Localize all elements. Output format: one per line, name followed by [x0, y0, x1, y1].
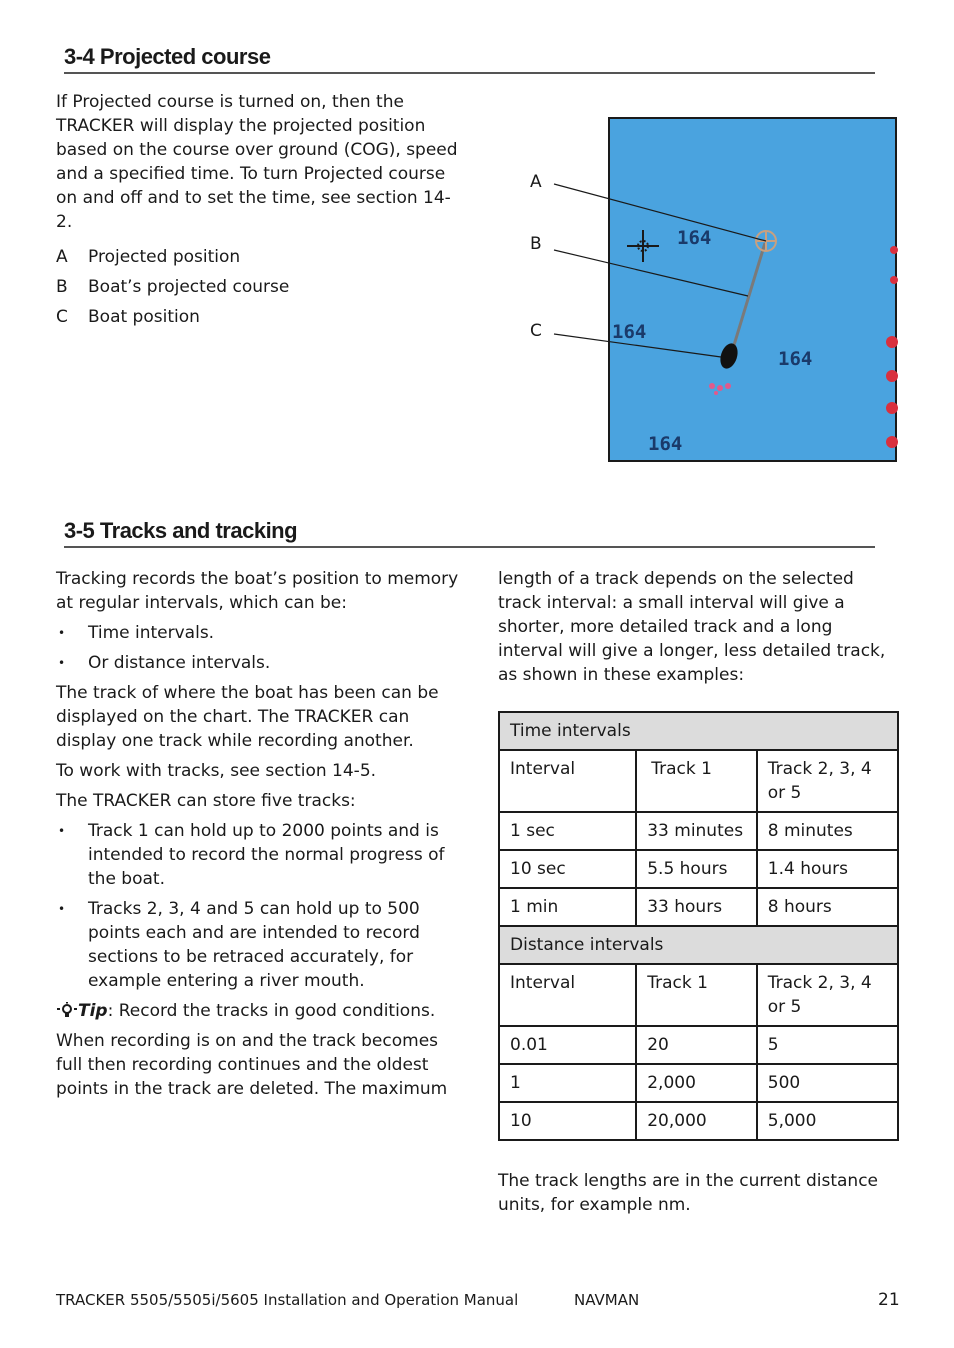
tracks-section-reference: To work with tracks, see section 14-5. — [56, 761, 377, 781]
table-section-row-time — [499, 712, 898, 750]
depth-label: 164 — [612, 321, 647, 343]
table-cell: 5,000 — [757, 1102, 898, 1140]
bullet-icon: • — [58, 902, 66, 916]
table-section-label: Distance intervals — [499, 926, 898, 964]
table-row — [499, 1026, 898, 1064]
table-row — [499, 812, 898, 850]
callout-label-c: C — [530, 321, 542, 341]
bullet-text: Or distance intervals. — [88, 653, 271, 673]
table-cell: 20,000 — [636, 1102, 757, 1140]
table-header-cell: Interval — [499, 750, 636, 812]
table-cell: 1 sec — [499, 812, 636, 850]
bullet-text: Tracks 2, 3, 4 and 5 can hold up to 500 points each and are intended to record sections to be retraced accurately, for example entering a river mouth. — [88, 899, 420, 991]
bullet-text: Time intervals. — [88, 623, 215, 643]
projected-course-chart-figure — [540, 110, 902, 470]
track-bullet-2 — [56, 897, 461, 993]
bullet-icon: • — [58, 656, 66, 670]
tracks-left-column — [56, 567, 461, 1107]
bullet-icon: • — [58, 824, 66, 838]
table-cell: 1 — [499, 1064, 636, 1102]
tip-label: Tip — [78, 1001, 108, 1021]
table-cell: 5 — [757, 1026, 898, 1064]
tip-lightbulb-icon — [56, 1002, 78, 1018]
section-heading-projected-course: 3-4 Projected course — [64, 44, 875, 74]
tracks-intro: Tracking records the boat’s position to memory at regular intervals, which can be: — [56, 569, 459, 613]
table-header-row — [499, 964, 898, 1026]
table-cell: 5.5 hours — [636, 850, 757, 888]
tracks-display-paragraph: The track of where the boat has been can be displayed on the chart. The TRACKER can display one track while recording another. — [56, 683, 439, 751]
tip-text: : Record the tracks in good conditions. — [107, 1001, 436, 1021]
projected-course-intro: If Projected course is turned on, then the TRACKER will display the projected position based on the course over ground (COG), speed and a specified time. To turn Projected course on and off and to set the time, see section 14-2. — [56, 92, 458, 232]
footer-manual-title: TRACKER 5505/5505i/5605 Installation and Operation Manual — [56, 1291, 519, 1309]
table-row — [499, 850, 898, 888]
table-header-cell: Track 2, 3, 4 or 5 — [757, 750, 898, 812]
table-cell: 8 hours — [757, 888, 898, 926]
table-cell: 20 — [636, 1026, 757, 1064]
table-cell: 33 minutes — [636, 812, 757, 850]
table-cell: 33 hours — [636, 888, 757, 926]
table-section-label: Time intervals — [499, 712, 898, 750]
legend-label: Boat position — [88, 307, 200, 327]
callout-label-a: A — [530, 172, 542, 192]
recording-full-paragraph: When recording is on and the track becomes full then recording continues and the oldest points in the track are deleted. The maximum — [56, 1031, 448, 1099]
table-section-row-distance — [499, 926, 898, 964]
table-cell: 1.4 hours — [757, 850, 898, 888]
legend-item-a — [56, 245, 240, 269]
tracks-store-paragraph: The TRACKER can store five tracks: — [56, 791, 356, 811]
interval-bullet-distance — [56, 651, 461, 675]
legend-label: Projected position — [88, 247, 241, 267]
interval-bullet-time — [56, 621, 461, 645]
depth-label: 164 — [778, 348, 813, 370]
callout-label-b: B — [530, 234, 542, 254]
depth-label: 164 — [677, 227, 712, 249]
table-header-row — [499, 750, 898, 812]
track-interval-table — [498, 711, 899, 1141]
footer-brand: NAVMAN — [574, 1291, 640, 1309]
table-row — [499, 888, 898, 926]
table-cell: 1 min — [499, 888, 636, 926]
legend-key: B — [56, 277, 68, 297]
chart-water-background — [609, 118, 896, 461]
table-header-cell: Track 2, 3, 4 or 5 — [757, 964, 898, 1026]
table-cell: 0.01 — [499, 1026, 636, 1064]
section-heading-tracks: 3-5 Tracks and tracking — [64, 518, 875, 548]
table-header-cell: Track 1 — [636, 750, 757, 812]
table-cell: 10 — [499, 1102, 636, 1140]
page-number: 21 — [878, 1290, 900, 1310]
table-header-cell: Interval — [499, 964, 636, 1026]
table-cell: 500 — [757, 1064, 898, 1102]
legend-item-b — [56, 275, 289, 299]
table-row — [499, 1102, 898, 1140]
table-cell: 2,000 — [636, 1064, 757, 1102]
bullet-text: Track 1 can hold up to 2000 points and is intended to record the normal progress of the boat. — [88, 821, 445, 889]
legend-key: C — [56, 307, 68, 327]
legend-item-c — [56, 305, 200, 329]
table-header-cell: Track 1 — [636, 964, 757, 1026]
bullet-icon: • — [58, 626, 66, 640]
track-bullet-1 — [56, 819, 461, 891]
table-cell: 10 sec — [499, 850, 636, 888]
legend-label: Boat’s projected course — [88, 277, 290, 297]
legend-key: A — [56, 247, 68, 267]
depth-label: 164 — [648, 433, 683, 455]
track-units-note: The track lengths are in the current distance units, for example nm. — [498, 1171, 879, 1215]
table-cell: 8 minutes — [757, 812, 898, 850]
tip-line — [56, 999, 461, 1023]
track-length-paragraph: length of a track depends on the selected track interval: a small interval will give a shorter, more detailed track and a long interval will give a longer, less detailed track, as shown in these examples: — [498, 569, 886, 685]
table-row — [499, 1064, 898, 1102]
